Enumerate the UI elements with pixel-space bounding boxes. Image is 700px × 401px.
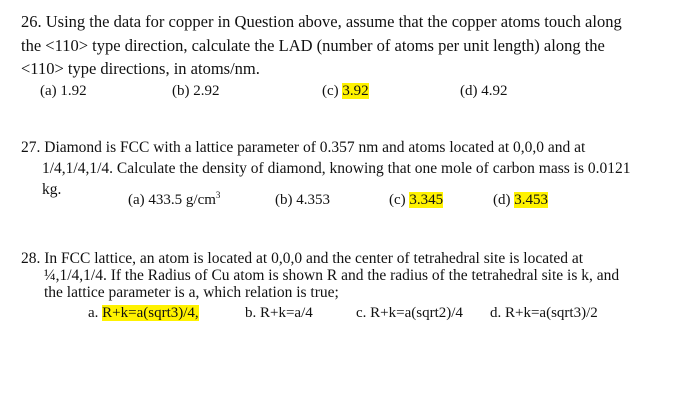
q26-option-d[interactable]: (d) 4.92 [460,83,508,99]
q28-option-a-highlighted-answer: R+k=a(sqrt3)/4, [102,305,199,321]
q26-text-line-1: 26. Using the data for copper in Question above, assume that the copper atoms touch along [21,12,622,31]
q27-option-a-label: (a) 433.5 g/cm [128,192,216,208]
q26-option-a[interactable]: (a) 1.92 [40,83,87,99]
q27-option-d-highlighted-answer: 3.453 [514,192,548,208]
q27-option-c-highlighted-answer: 3.345 [409,192,444,208]
q27-option-a[interactable] [128,190,221,208]
q27-option-d-prefix: (d) [493,192,515,208]
q26-text-line-2: the <110> type direction, calculate the LAD (number of atoms per unit length) along the [21,36,605,55]
q28-option-b[interactable]: b. R+k=a/4 [245,305,313,321]
q28-option-c[interactable]: c. R+k=a(sqrt2)/4 [356,305,463,321]
q28-option-a[interactable] [88,306,199,321]
q28-option-a-prefix: a. [88,305,103,321]
q27-text-line-1: 27. Diamond is FCC with a lattice parameter of 0.357 nm and atoms located at 0,0,0 and at [21,139,586,156]
q27-option-b[interactable]: (b) 4.353 [275,192,330,208]
q28-text-line-1: 28. In FCC lattice, an atom is located at 0,0,0 and the center of tetrahedral site is located at [21,250,584,267]
q27-text-line-3: kg. [42,181,62,198]
q26-option-b[interactable]: (b) 2.92 [172,83,220,99]
q27-option-c[interactable] [389,193,443,208]
q26-option-c[interactable] [322,84,369,99]
q27-option-c-prefix: (c) [389,192,410,208]
q28-option-d[interactable]: d. R+k=a(sqrt3)/2 [490,305,598,321]
q27-text-line-2: 1/4,1/4,1/4. Calculate the density of diamond, knowing that one mole of carbon mass is 0.0121 [42,160,631,177]
q26-text-line-3: <110> type directions, in atoms/nm. [21,59,260,78]
q28-text-line-2: ¼,1/4,1/4. If the Radius of Cu atom is shown R and the radius of the tetrahedral site is k, and [44,267,620,284]
q26-option-c-prefix: (c) [322,83,343,99]
q27-option-a-superscript: 3 [215,190,221,200]
q28-text-line-3: the lattice parameter is a, which relation is true; [44,284,339,301]
q26-option-c-highlighted-answer: 3.92 [342,83,369,99]
q27-option-d[interactable] [493,193,548,208]
